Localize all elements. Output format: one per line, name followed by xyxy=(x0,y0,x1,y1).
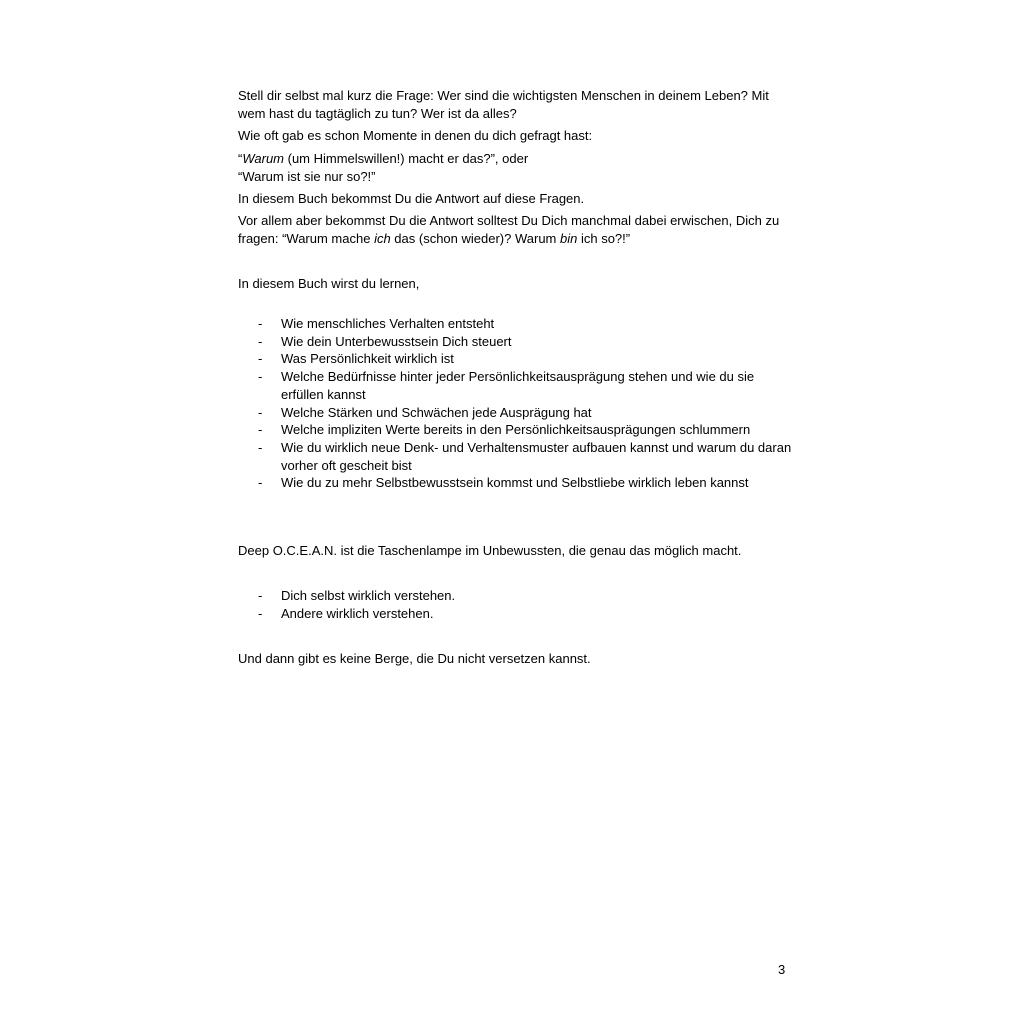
list-dash: - xyxy=(258,404,263,420)
self-question-part-3: ich so?!” xyxy=(577,231,631,246)
list-item-text: Wie du zu mehr Selbstbewusstsein kommst und Selbstliebe wirklich leben kannst xyxy=(281,475,749,491)
list-dash: - xyxy=(258,369,263,385)
intro-paragraph-2 xyxy=(238,127,798,145)
quote-line-1 xyxy=(238,150,798,168)
page-number: 3 xyxy=(778,962,786,977)
list-item xyxy=(258,587,798,605)
quote-line-2: “Warum ist sie nur so?!” xyxy=(238,169,376,184)
list-item-text: Wie dein Unterbewusstsein Dich steuert xyxy=(281,333,512,349)
list-item xyxy=(258,421,798,439)
ocean-text: Deep O.C.E.A.N. ist die Taschenlampe im Unbewussten, die genau das möglich macht. xyxy=(238,543,742,558)
intro-paragraph-1 xyxy=(238,87,798,123)
quote-emphasis-warum: Warum xyxy=(242,151,284,166)
self-question-part-2: das (schon wieder)? Warum xyxy=(390,231,560,246)
closing-paragraph xyxy=(238,650,798,668)
list-item-text: Dich selbst wirklich verstehen. xyxy=(281,588,456,603)
list-dash: - xyxy=(258,475,263,491)
list-dash: - xyxy=(258,316,263,331)
intro-answer-text: In diesem Buch bekommst Du die Antwort auf diese Fragen. xyxy=(238,191,585,206)
list-dash: - xyxy=(258,351,263,367)
list-item xyxy=(258,474,798,492)
intro-paragraph-4 xyxy=(238,212,798,248)
quote-line-1-rest: (um Himmelswillen!) macht er das?”, oder xyxy=(284,151,529,166)
list-item-text: Wie menschliches Verhalten entsteht xyxy=(281,316,495,331)
list-item-text: Welche Stärken und Schwächen jede Ausprägung hat xyxy=(281,404,592,420)
intro-self-question xyxy=(238,212,798,248)
intro-question-text: Stell dir selbst mal kurz die Frage: Wer sind die wichtigsten Menschen in deinem Leben? Mit wem hast du tagtäglich zu tun? Wer ist da alles? xyxy=(238,88,769,121)
list-item-text: Wie du wirklich neue Denk- und Verhaltensmuster aufbauen kannst und warum du daran vorher oft gescheit bist xyxy=(281,439,792,473)
learn-heading: In diesem Buch wirst du lernen, xyxy=(238,276,420,291)
intro-paragraph-3 xyxy=(238,190,798,208)
list-dash: - xyxy=(258,439,263,455)
list-dash: - xyxy=(258,422,263,438)
list-dash: - xyxy=(258,588,263,603)
list-item-text: Welche impliziten Werte bereits in den Persönlichkeitsausprägungen schlummern xyxy=(281,422,751,438)
self-question-part-1: Vor allem aber bekommst Du die Antwort solltest Du Dich manchmal dabei erwischen, Dich zu fragen: “Warum mache xyxy=(238,213,780,246)
list-item xyxy=(258,605,798,623)
ocean-paragraph xyxy=(238,542,798,560)
list-item xyxy=(258,404,798,422)
self-question-emphasis-ich: ich xyxy=(374,231,391,246)
list-item xyxy=(258,333,798,351)
list-item-text: Andere wirklich verstehen. xyxy=(281,605,434,621)
intro-moments-text: Wie oft gab es schon Momente in denen du dich gefragt hast: xyxy=(238,128,593,143)
list-item xyxy=(258,315,798,333)
list-item xyxy=(258,439,798,474)
list-item xyxy=(258,350,798,368)
learn-list xyxy=(258,315,798,492)
learn-heading-block xyxy=(238,275,798,293)
intro-quotes xyxy=(238,150,798,186)
self-question-emphasis-bin: bin xyxy=(560,231,578,246)
ocean-list xyxy=(258,587,798,622)
list-dash: - xyxy=(258,333,263,349)
list-item xyxy=(258,368,798,403)
list-dash: - xyxy=(258,605,263,621)
list-item-text: Was Persönlichkeit wirklich ist xyxy=(281,351,454,367)
quote-open-mark: “ xyxy=(238,151,243,166)
closing-text: Und dann gibt es keine Berge, die Du nicht versetzen kannst. xyxy=(238,651,591,666)
list-item-text: Welche Bedürfnisse hinter jeder Persönlichkeitsausprägung stehen und wie du sie erfüllen kannst xyxy=(281,369,755,402)
